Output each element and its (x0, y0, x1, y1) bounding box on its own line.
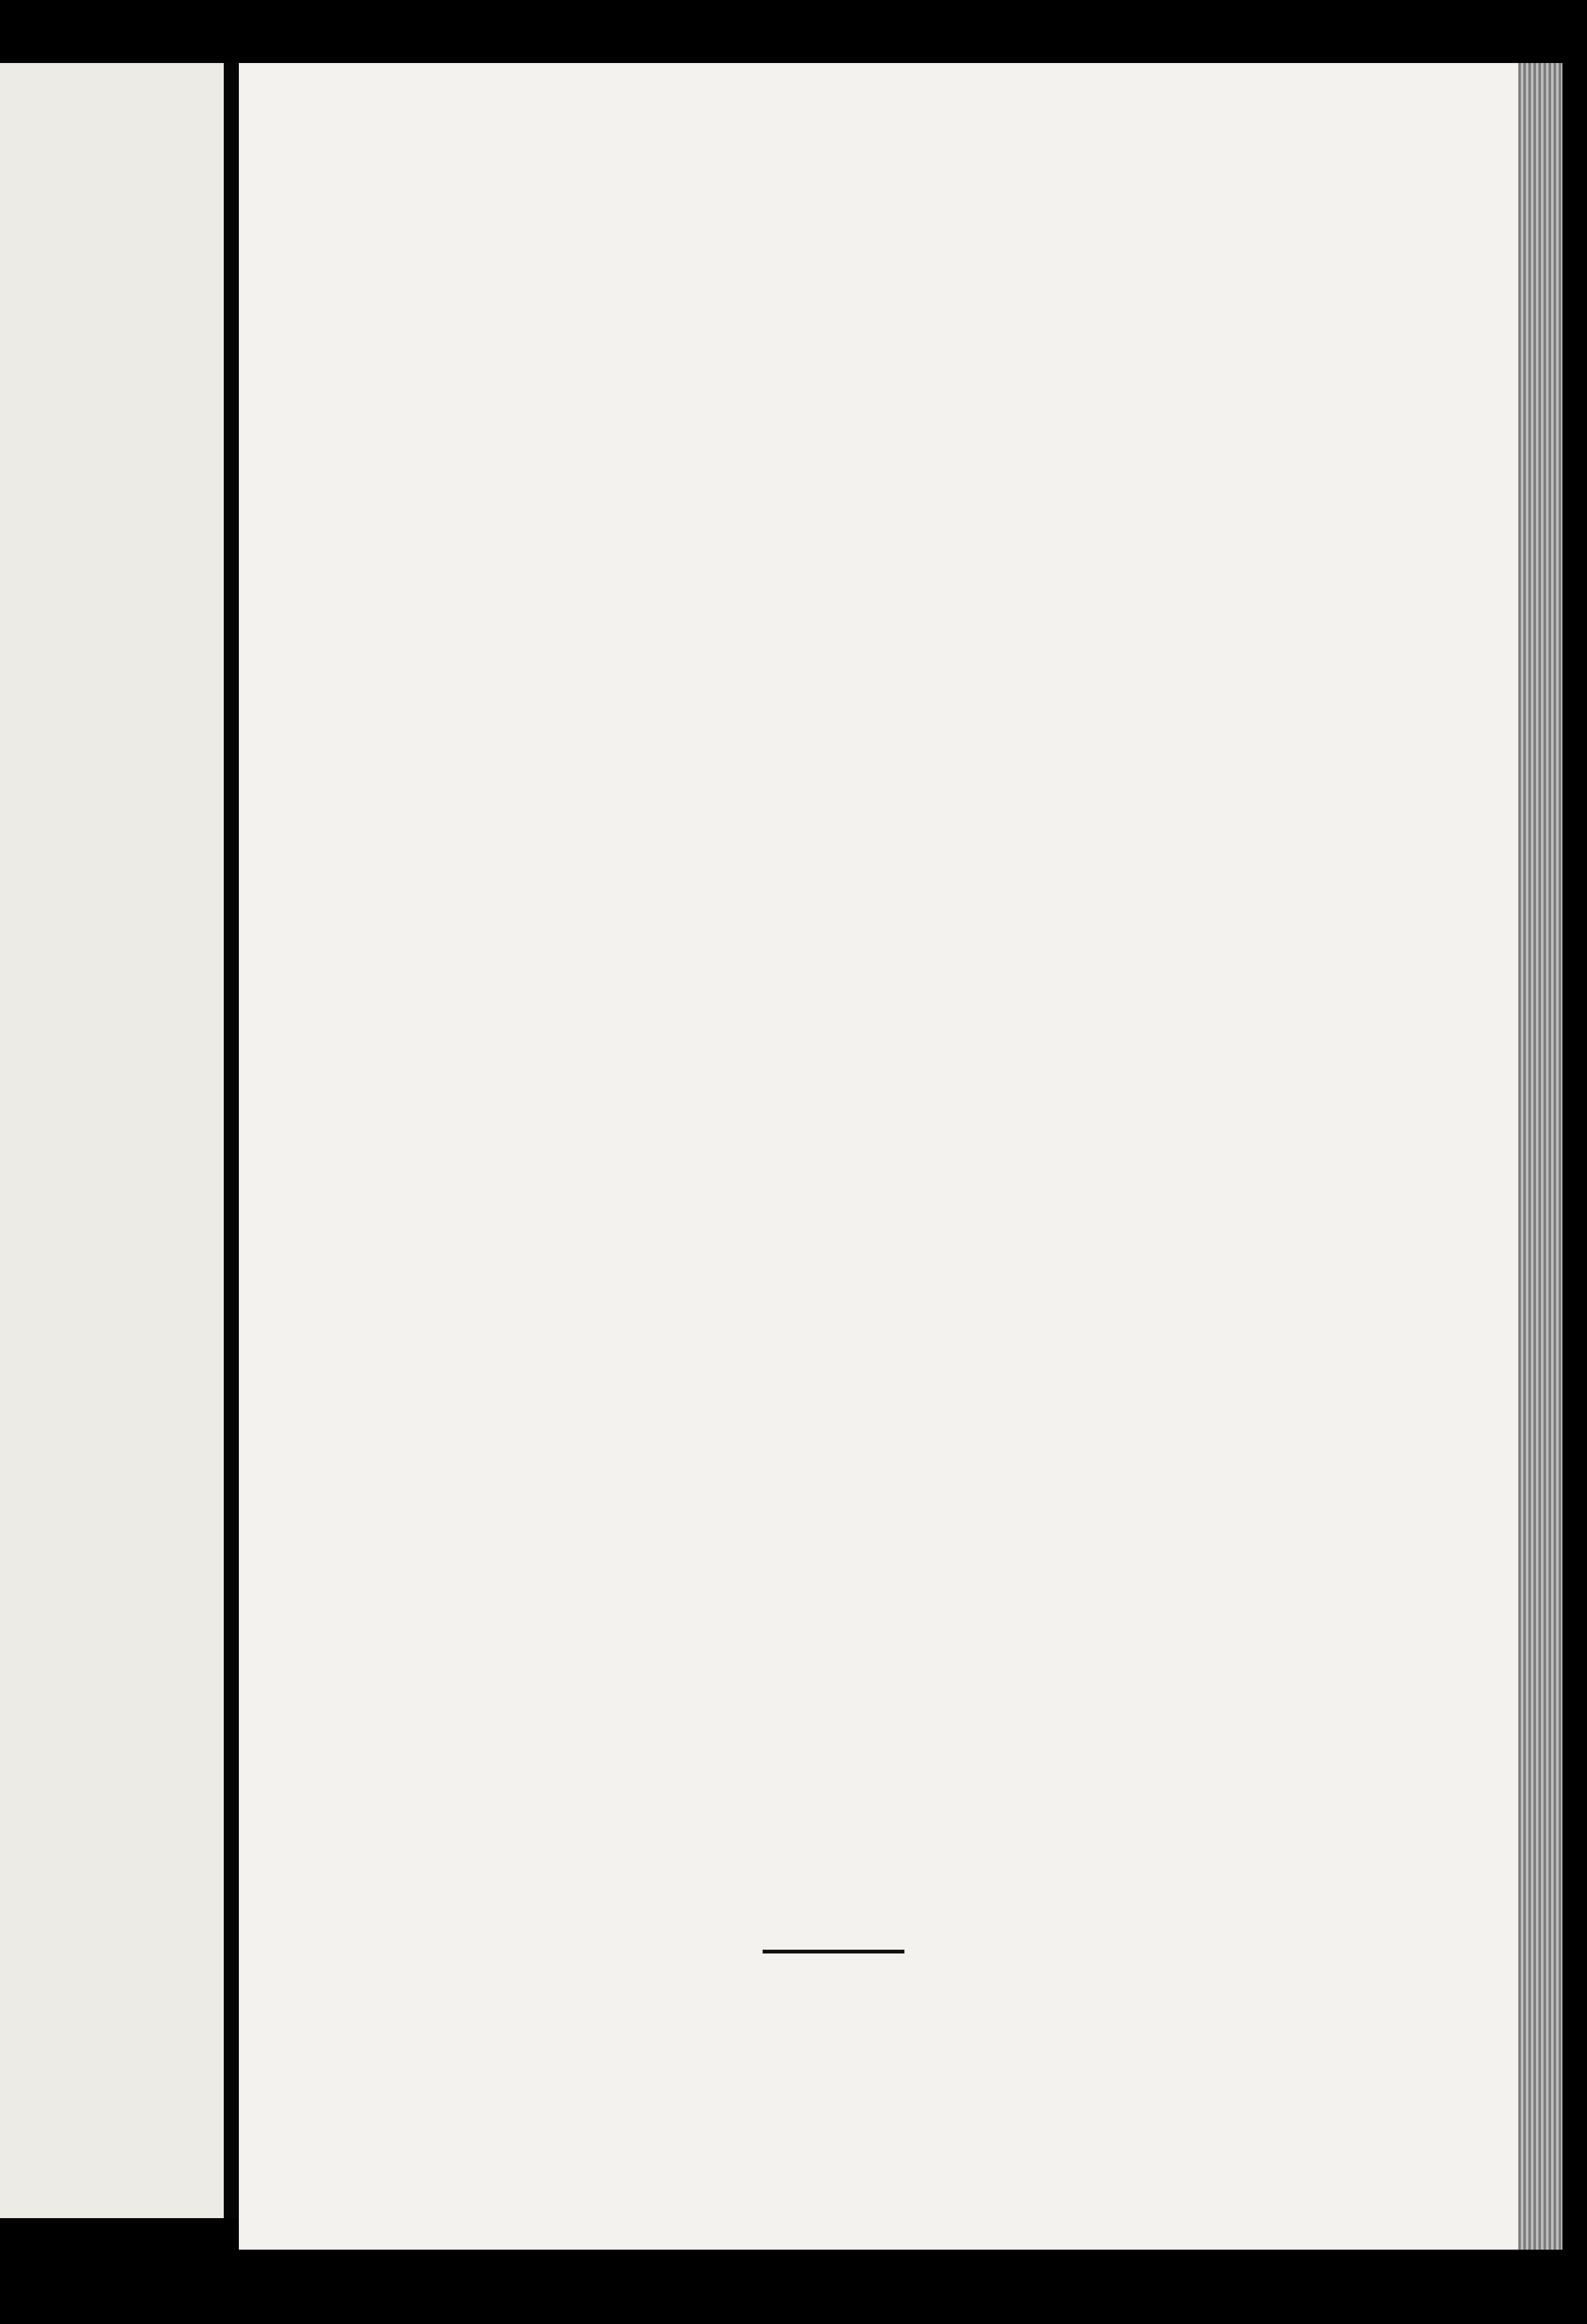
page-edges (1518, 63, 1562, 2250)
facing-page (0, 63, 224, 2218)
book-gutter (224, 63, 239, 2218)
page (239, 63, 1518, 2250)
section-divider (763, 1950, 904, 1953)
